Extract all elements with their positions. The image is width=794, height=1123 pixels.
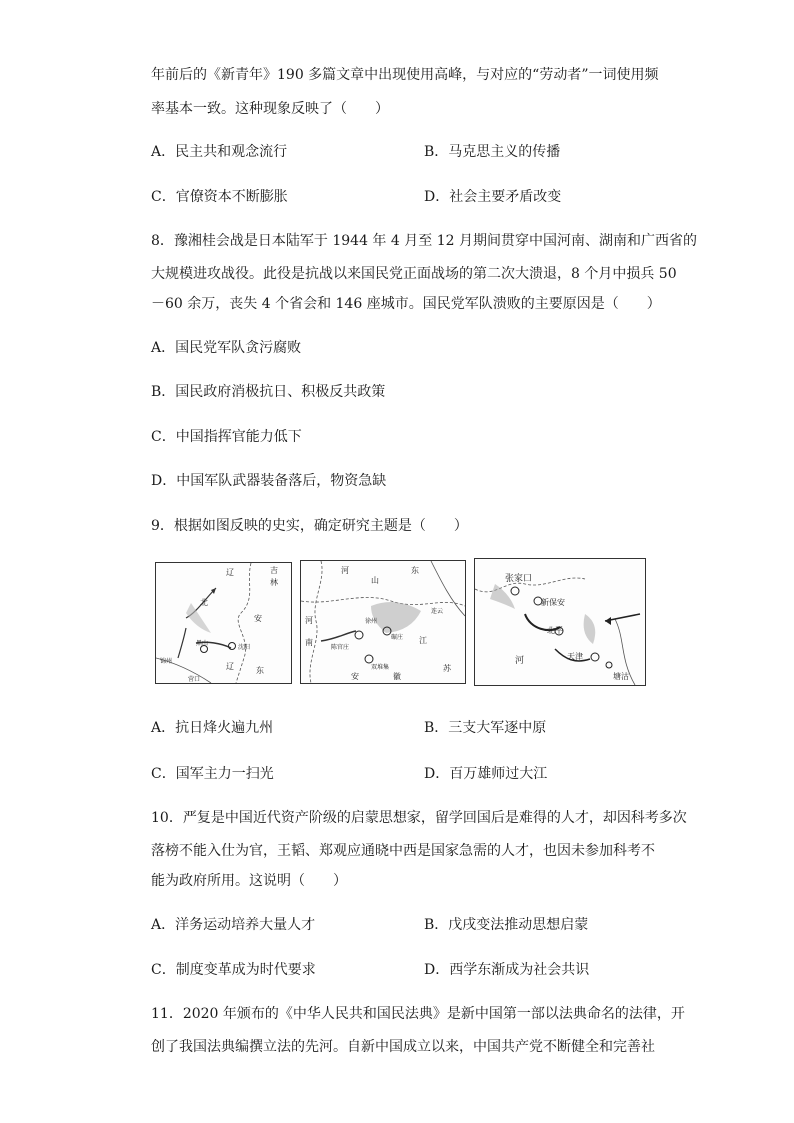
map2-label-nan: 南	[305, 638, 313, 647]
city-marker	[591, 653, 599, 661]
map2-label-he2: 河	[305, 616, 313, 625]
q11-stem-line2: 创了我国法典编撰立法的先河。自新中国成立以来，中国共产党不断健全和完善社	[151, 1039, 655, 1055]
q7-option-a: A．民主共和观念流行	[151, 144, 288, 160]
map1-label-an: 安	[254, 614, 262, 623]
q10-option-d: D．西学东渐成为社会共识	[424, 962, 590, 978]
city-marker	[229, 643, 236, 650]
map1-label-shenyang: 沈阳	[238, 644, 251, 651]
q10-stem-line1: 10．严复是中国近代资产阶级的启蒙思想家，留学回国后是难得的人才，却因科考多次	[151, 810, 687, 826]
q8-stem-line1: 8．豫湘桂会战是日本陆军于 1944 年 4 月至 12 月期间贯穿中国河南、湖南和广西省的	[151, 233, 697, 249]
map3-label-he: 河	[515, 656, 525, 666]
q7-option-c: C．官僚资本不断膨胀	[151, 189, 288, 205]
map3-label-tanggu: 塘沽	[613, 672, 629, 681]
map1-label-jinzhou: 锦州	[160, 658, 173, 665]
map2-label-he: 河	[341, 566, 349, 575]
troop-movement	[584, 614, 596, 644]
map-pingjin	[474, 558, 646, 686]
city-marker	[355, 631, 363, 639]
q8-option-d: D．中国军队武器装备落后，物资急缺	[151, 473, 387, 489]
q8-stem-line2: 大规模进攻战役。此役是抗战以来国民党正面战场的第二次大溃退，8 个月中损兵 50	[151, 266, 677, 282]
q8-option-b: B．国民政府消极抗日、积极反共政策	[151, 384, 386, 400]
q7-option-b: B．马克思主义的传播	[424, 144, 561, 160]
map-liaoshen-svg	[156, 563, 291, 683]
city-marker	[365, 655, 373, 663]
q10-option-b: B．戊戌变法推动思想启蒙	[424, 917, 589, 933]
map3-label-tianjin: 天津	[567, 652, 583, 661]
city-marker	[511, 587, 519, 595]
q9-option-d: D．百万雄师过大江	[424, 766, 548, 782]
city-marker	[606, 662, 612, 668]
map1-label-yingkou: 营口	[188, 676, 201, 683]
q9-option-b: B．三支大军逐中原	[424, 720, 547, 736]
q10-stem-line3: 能为政府所用。这说明（ ）	[151, 873, 347, 889]
province-border	[236, 563, 251, 683]
map-huaihai	[300, 560, 466, 684]
map2-label-shuangduiji: 双堆集	[371, 664, 390, 671]
q7-stem-line2: 率基本一致。这种现象反映了（ ）	[151, 101, 389, 117]
attack-arrow	[178, 628, 186, 658]
map2-label-hui: 徽	[393, 672, 401, 681]
map2-label-an: 安	[351, 672, 359, 681]
map2-label-dong: 东	[411, 566, 419, 575]
map2-label-lianyun: 连云	[431, 608, 444, 615]
q9-stem: 9．根据如图反映的史实，确定研究主题是（ ）	[151, 518, 468, 534]
q11-stem-line1: 11．2020 年颁布的《中华人民共和国民法典》是新中国第一部以法典命名的法律，开	[151, 1006, 685, 1022]
attack-arrow	[321, 631, 356, 641]
map1-label-ji: 吉	[270, 566, 278, 575]
map3-label-xinbaoan: 新保安	[541, 598, 565, 607]
q10-option-a: A．洋务运动培养大量人才	[151, 917, 316, 933]
q7-option-d: D．社会主要矛盾改变	[424, 189, 562, 205]
map1-label-bei: 北	[200, 598, 208, 607]
q10-option-c: C．制度变革成为时代要求	[151, 962, 316, 978]
map-huaihai-svg	[301, 561, 465, 683]
map1-label-dong: 东	[256, 666, 264, 675]
q8-option-c: C．中国指挥官能力低下	[151, 429, 302, 445]
map2-label-xuzhou: 徐州	[365, 618, 378, 625]
map2-label-chenguanzhuang: 陈官庄	[331, 644, 350, 651]
troop-movement	[490, 584, 515, 609]
map2-label-su: 苏	[443, 664, 451, 673]
map3-label-beiping: 北平	[547, 626, 563, 635]
map1-label-liao: 辽	[226, 568, 234, 577]
map3-label-zhangjiakou: 张家口	[505, 574, 533, 584]
map2-label-shan: 山	[371, 576, 379, 585]
q9-option-a: A．抗日烽火遍九州	[151, 720, 274, 736]
q8-option-a: A．国民党军队贪污腐败	[151, 340, 302, 356]
map-liaoshen	[155, 562, 292, 684]
map1-label-liao2: 辽	[226, 662, 234, 671]
q9-option-c: C．国军主力一扫光	[151, 766, 274, 782]
arrow-head	[605, 617, 611, 625]
map-pingjin-svg	[475, 559, 645, 685]
q8-stem-line3: －60 余万，丧失 4 个省会和 146 座城市。国民党军队溃败的主要原因是（ ）	[151, 296, 661, 312]
map2-label-nianzhuang: 碾庄	[391, 634, 404, 641]
troop-movement	[371, 602, 421, 633]
q7-stem-line1: 年前后的《新青年》190 多篇文章中出现使用高峰，与对应的“劳动者”一词使用频	[151, 67, 659, 83]
q10-stem-line2: 落榜不能入仕为官，王韬、郑观应通晓中西是国家急需的人才，也因未参加科考不	[151, 843, 655, 859]
map1-label-heishan: 黑山	[196, 640, 209, 647]
map1-label-lin: 林	[270, 578, 278, 587]
map2-label-jiang: 江	[419, 636, 427, 645]
q9-maps	[152, 558, 644, 688]
